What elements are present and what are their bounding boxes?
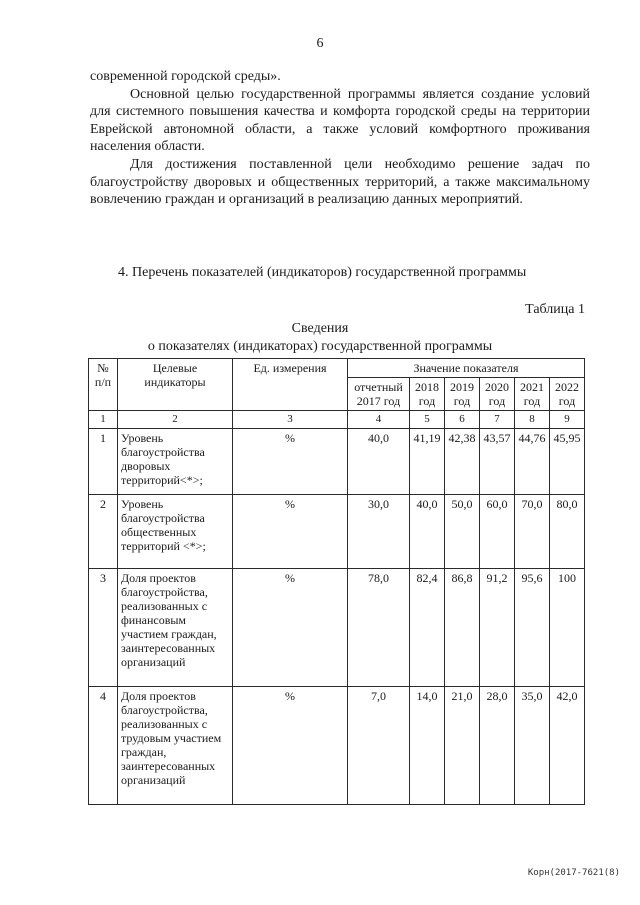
section-heading: 4. Перечень показателей (индикаторов) государственной программы	[118, 265, 527, 280]
row-indicator: Доля проектов благоустройства, реализованных с трудовым участием граждан, заинтересованных организаций	[118, 687, 233, 805]
header-year: 2018 год	[410, 378, 445, 411]
document-code: Корн(2017-7621(8)	[527, 868, 620, 878]
row-num: 2	[89, 495, 118, 569]
table-title-line-1: Сведения	[291, 321, 349, 336]
header-year: отчетный 2017 год	[348, 378, 410, 411]
table-index-row	[89, 411, 585, 429]
paragraph-3: Для достижения поставленной цели необходимо решение задач по благоустройству дворовых и общественных территорий, а также максимальному вовлечению граждан и организаций в реализацию данных мероприятий.	[90, 156, 590, 208]
row-value: 70,0	[515, 495, 550, 569]
row-value: 86,8	[445, 569, 480, 687]
row-indicator: Доля проектов благоустройства, реализованных с финансовым участием граждан, заинтересованных организаций	[118, 569, 233, 687]
header-year: 2020 год	[480, 378, 515, 411]
row-value: 82,4	[410, 569, 445, 687]
row-value: 50,0	[445, 495, 480, 569]
table-row	[89, 687, 585, 805]
indicators-table	[88, 358, 585, 805]
row-value: 14,0	[410, 687, 445, 805]
row-value: 41,19	[410, 429, 445, 495]
index-cell: 9	[550, 411, 585, 429]
row-value: 45,95	[550, 429, 585, 495]
row-value: 35,0	[515, 687, 550, 805]
row-value: 28,0	[480, 687, 515, 805]
row-value: 43,57	[480, 429, 515, 495]
row-value: 80,0	[550, 495, 585, 569]
header-year: 2019 год	[445, 378, 480, 411]
row-num: 4	[89, 687, 118, 805]
table-caption: Таблица 1	[525, 302, 585, 317]
row-value: 40,0	[410, 495, 445, 569]
header-year: 2022 год	[550, 378, 585, 411]
row-value: 60,0	[480, 495, 515, 569]
paragraph-2: Основной целью государственной программы является создание условий для системного повышения качества и комфорта городской среды на территории Еврейской автономной области, а также условий комфортного проживания населения области.	[90, 86, 590, 155]
header-num: № п/п	[89, 359, 118, 411]
row-value: 21,0	[445, 687, 480, 805]
table-row	[89, 569, 585, 687]
row-num: 1	[89, 429, 118, 495]
body-text	[90, 68, 590, 209]
table-header-row	[89, 359, 585, 378]
row-num: 3	[89, 569, 118, 687]
row-value: 40,0	[348, 429, 410, 495]
index-cell: 3	[233, 411, 348, 429]
index-cell: 8	[515, 411, 550, 429]
index-cell: 5	[410, 411, 445, 429]
row-value: 78,0	[348, 569, 410, 687]
paragraph-1: современной городской среды».	[90, 69, 281, 84]
row-value: 42,0	[550, 687, 585, 805]
row-value: 44,76	[515, 429, 550, 495]
index-cell: 2	[118, 411, 233, 429]
row-indicator: Уровень благоустройства общественных территорий <*>;	[118, 495, 233, 569]
row-value: 7,0	[348, 687, 410, 805]
row-unit: %	[233, 687, 348, 805]
index-cell: 4	[348, 411, 410, 429]
header-value-group: Значение показателя	[348, 359, 585, 378]
row-unit: %	[233, 429, 348, 495]
row-value: 30,0	[348, 495, 410, 569]
header-year: 2021 год	[515, 378, 550, 411]
row-unit: %	[233, 569, 348, 687]
table-row	[89, 429, 585, 495]
row-value: 95,6	[515, 569, 550, 687]
header-indicator: Целевые индикаторы	[118, 359, 233, 411]
row-value: 42,38	[445, 429, 480, 495]
index-cell: 1	[89, 411, 118, 429]
page-number: 6	[316, 36, 324, 51]
table-row	[89, 495, 585, 569]
row-unit: %	[233, 495, 348, 569]
row-indicator: Уровень благоустройства дворовых территорий<*>;	[118, 429, 233, 495]
index-cell: 7	[480, 411, 515, 429]
table-title	[0, 320, 640, 356]
row-value: 91,2	[480, 569, 515, 687]
index-cell: 6	[445, 411, 480, 429]
row-value: 100	[550, 569, 585, 687]
table-title-line-2: о показателях (индикаторах) государственной программы	[147, 339, 493, 354]
header-unit: Ед. измерения	[233, 359, 348, 411]
